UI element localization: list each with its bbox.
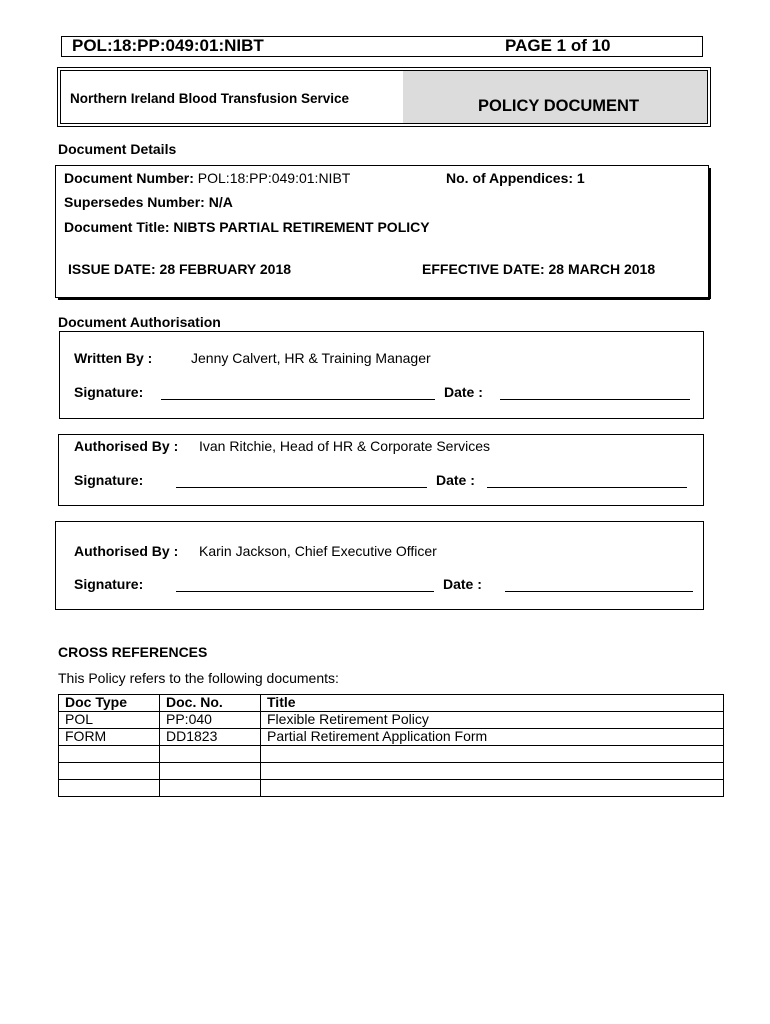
document-header (61, 36, 703, 57)
table-cell-title (261, 746, 724, 763)
authorised-by-value-2: Karin Jackson, Chief Executive Officer (199, 543, 437, 559)
table-cell-doc-no: DD1823 (160, 729, 261, 746)
document-type: POLICY DOCUMENT (478, 97, 640, 115)
authorised-signature-line-2[interactable] (176, 591, 434, 592)
table-cell-doc-type: FORM (59, 729, 160, 746)
table-cell-doc-type (59, 780, 160, 797)
table-cell-doc-type: POL (59, 712, 160, 729)
authorised-date-line-1[interactable] (487, 487, 687, 488)
written-by-value: Jenny Calvert, HR & Training Manager (191, 350, 431, 366)
column-header-doc-type: Doc Type (59, 695, 160, 712)
header-doc-code: POL:18:PP:049:01:NIBT (72, 36, 264, 55)
written-date-label: Date : (444, 384, 483, 400)
written-signature-label: Signature: (74, 384, 144, 400)
table-row (59, 729, 724, 746)
document-details-box (55, 165, 709, 298)
cross-references-intro: This Policy refers to the following documents: (58, 670, 339, 686)
effective-date: EFFECTIVE DATE: 28 MARCH 2018 (422, 261, 656, 277)
table-cell-title (261, 780, 724, 797)
document-title-row (64, 219, 430, 235)
document-authorisation-label: Document Authorisation (58, 314, 221, 330)
table-cell-title: Partial Retirement Application Form (261, 729, 724, 746)
table-cell-doc-no (160, 746, 261, 763)
authorised-date-label-2: Date : (443, 576, 482, 592)
column-header-doc-no: Doc. No. (160, 695, 261, 712)
cross-references-table (58, 694, 724, 797)
table-header-row (59, 695, 724, 712)
authorised-signature-label-1: Signature: (74, 472, 144, 488)
table-cell-doc-no: PP:040 (160, 712, 261, 729)
column-header-title: Title (261, 695, 724, 712)
authorised-by-value-1: Ivan Ritchie, Head of HR & Corporate Services (199, 438, 491, 454)
table-row (59, 780, 724, 797)
header-page-number: PAGE 1 of 10 (505, 36, 611, 55)
table-row (59, 763, 724, 780)
table-cell-doc-type (59, 763, 160, 780)
table-cell-title: Flexible Retirement Policy (261, 712, 724, 729)
document-details-label: Document Details (58, 141, 177, 157)
cross-references-heading: CROSS REFERENCES (58, 644, 208, 660)
table-row (59, 746, 724, 763)
supersedes-number: Supersedes Number: N/A (64, 194, 233, 210)
authorised-signature-label-2: Signature: (74, 576, 144, 592)
organisation-box (57, 67, 711, 127)
document-title-label: Document Title: (64, 219, 170, 235)
organisation-name: Northern Ireland Blood Transfusion Service (70, 91, 350, 106)
authorised-by-label-1: Authorised By : (74, 438, 179, 454)
written-by-label: Written By : (74, 350, 153, 366)
written-signature-line[interactable] (161, 399, 435, 400)
authorised-signature-line-1[interactable] (176, 487, 427, 488)
table-cell-doc-no (160, 780, 261, 797)
authorised-by-label-2: Authorised By : (74, 543, 179, 559)
authorised-by-box-1 (58, 434, 704, 506)
document-title-value: NIBTS PARTIAL RETIREMENT POLICY (173, 219, 430, 235)
authorised-date-label-1: Date : (436, 472, 475, 488)
document-number-value: POL:18:PP:049:01:NIBT (197, 170, 351, 186)
issue-date: ISSUE DATE: 28 FEBRUARY 2018 (68, 261, 292, 277)
authorised-by-box-2 (55, 521, 704, 610)
appendices-count: No. of Appendices: 1 (446, 170, 585, 186)
document-number-label: Document Number: (64, 170, 194, 186)
table-row (59, 712, 724, 729)
table-cell-doc-type (59, 746, 160, 763)
table-cell-doc-no (160, 763, 261, 780)
document-number-row (64, 170, 350, 186)
authorised-date-line-2[interactable] (505, 591, 693, 592)
written-date-line[interactable] (500, 399, 690, 400)
written-by-box (59, 331, 704, 419)
table-cell-title (261, 763, 724, 780)
